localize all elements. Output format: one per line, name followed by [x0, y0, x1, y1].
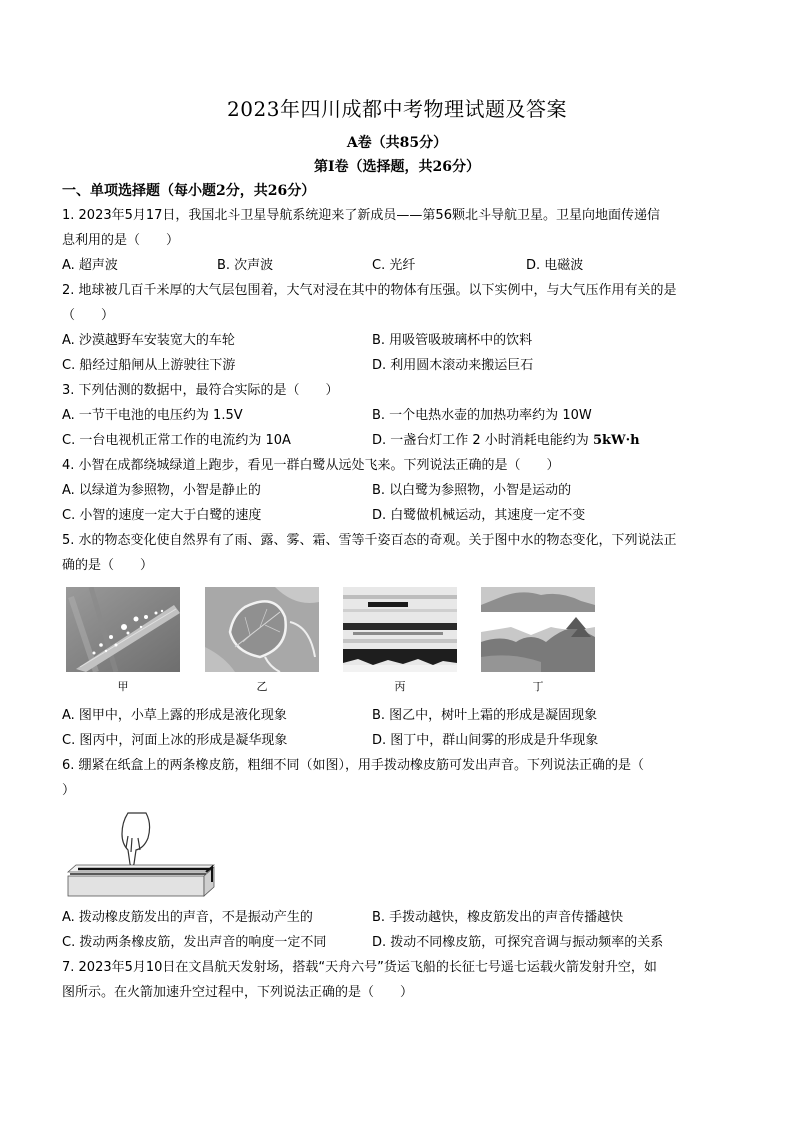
question-1-option-b: B. 次声波 — [217, 258, 274, 273]
question-4-option-b: B. 以白鹭为参照物，小智是运动的 — [372, 483, 572, 498]
figure-dew-on-grass — [66, 587, 180, 672]
figure-ice-on-river — [343, 587, 457, 672]
question-2-stem-line-2: （ ） — [62, 308, 115, 323]
section-heading: 一、单项选择题（每小题2分，共26分） — [62, 183, 316, 199]
question-5-option-a: A. 图甲中，小草上露的形成是液化现象 — [62, 708, 287, 723]
question-7-stem-line-1: 7. 2023年5月10日在文昌航天发射场，搭载“天舟六号”货运飞船的长征七号遥七运载火箭发射升空，如 — [62, 960, 657, 975]
question-4-stem: 4. 小智在成都绕城绿道上跑步，看见一群白鹭从远处飞来。下列说法正确的是（ ） — [62, 458, 560, 473]
volume-heading: A卷（共85分） — [346, 135, 448, 151]
question-1-option-d: D. 电磁波 — [526, 258, 584, 273]
question-6-stem-line-2: ） — [62, 783, 76, 798]
hand-icon — [122, 813, 150, 866]
question-1-stem-line-1: 1. 2023年5月17日，我国北斗卫星导航系统迎来了新成员——第56颗北斗导航卫星。卫星向地面传递信 — [62, 208, 660, 223]
question-6-option-b: B. 手拨动越快，橡皮筋发出的声音传播越快 — [372, 910, 624, 925]
question-4-option-d: D. 白鹭做机械运动，其速度一定不变 — [372, 508, 586, 523]
question-4-option-a: A. 以绿道为参照物，小智是静止的 — [62, 483, 261, 498]
exam-title: 2023年四川成都中考物理试题及答案 — [227, 97, 567, 121]
question-1-option-c: C. 光纤 — [372, 258, 416, 273]
question-3-option-b: B. 一个电热水壶的加热功率约为 10W — [372, 408, 592, 423]
figure-rubber-band-box — [66, 810, 216, 900]
figure-label-bing: 丙 — [394, 680, 406, 693]
question-3-stem: 3. 下列估测的数据中，最符合实际的是（ ） — [62, 383, 339, 398]
question-5-stem-line-2: 确的是（ ） — [62, 558, 154, 573]
figure-label-jia: 甲 — [117, 680, 129, 693]
question-4-option-c: C. 小智的速度一定大于白鹭的速度 — [62, 508, 262, 523]
figure-frost-on-leaf — [205, 587, 319, 672]
question-2-option-b: B. 用吸管吸玻璃杯中的饮料 — [372, 333, 533, 348]
figure-label-ding: 丁 — [532, 680, 544, 693]
question-3-option-d-text: D. 一盏台灯工作 2 小时消耗电能约为 — [372, 433, 593, 448]
question-3-option-d — [372, 431, 640, 451]
question-6-option-c: C. 拨动两条橡皮筋，发出声音的响度一定不同 — [62, 935, 327, 950]
question-3-option-c: C. 一台电视机正常工作的电流约为 10A — [62, 433, 291, 448]
question-5-option-c: C. 图丙中，河面上冰的形成是凝华现象 — [62, 733, 288, 748]
question-6-option-a: A. 拨动橡皮筋发出的声音，不是振动产生的 — [62, 910, 313, 925]
question-2-option-d: D. 利用圆木滚动来搬运巨石 — [372, 358, 534, 373]
question-3-option-a: A. 一节干电池的电压约为 1.5V — [62, 408, 243, 423]
question-2-option-c: C. 船经过船闸从上游驶往下游 — [62, 358, 236, 373]
part-heading: 第Ⅰ卷（选择题，共26分） — [313, 159, 481, 175]
figure-fog-in-mountains — [481, 587, 595, 672]
question-7-stem-line-2: 图所示。在火箭加速升空过程中，下列说法正确的是（ ） — [62, 985, 414, 1000]
figure-label-yi: 乙 — [256, 680, 268, 693]
question-2-stem-line-1: 2. 地球被几百千米厚的大气层包围着，大气对浸在其中的物体有压强。以下实例中，与大气压作用有关的是 — [62, 283, 677, 298]
question-1-option-a: A. 超声波 — [62, 258, 118, 273]
question-6-stem-line-1: 6. 绷紧在纸盒上的两条橡皮筋，粗细不同（如图），用手拨动橡皮筋可发出声音。下列说法正确的是（ — [62, 758, 645, 773]
question-5-option-d: D. 图丁中，群山间雾的形成是升华现象 — [372, 733, 599, 748]
question-1-stem-line-2: 息利用的是（ ） — [62, 233, 180, 248]
question-6-option-d: D. 拨动不同橡皮筋，可探究音调与振动频率的关系 — [372, 935, 664, 950]
question-3-option-d-unit: 5kW·h — [592, 433, 640, 448]
question-2-option-a: A. 沙漠越野车安装宽大的车轮 — [62, 333, 235, 348]
question-5-option-b: B. 图乙中，树叶上霜的形成是凝固现象 — [372, 708, 598, 723]
question-5-stem-line-1: 5. 水的物态变化使自然界有了雨、露、雾、霜、雪等千姿百态的奇观。关于图中水的物态变化，下列说法正 — [62, 533, 677, 548]
